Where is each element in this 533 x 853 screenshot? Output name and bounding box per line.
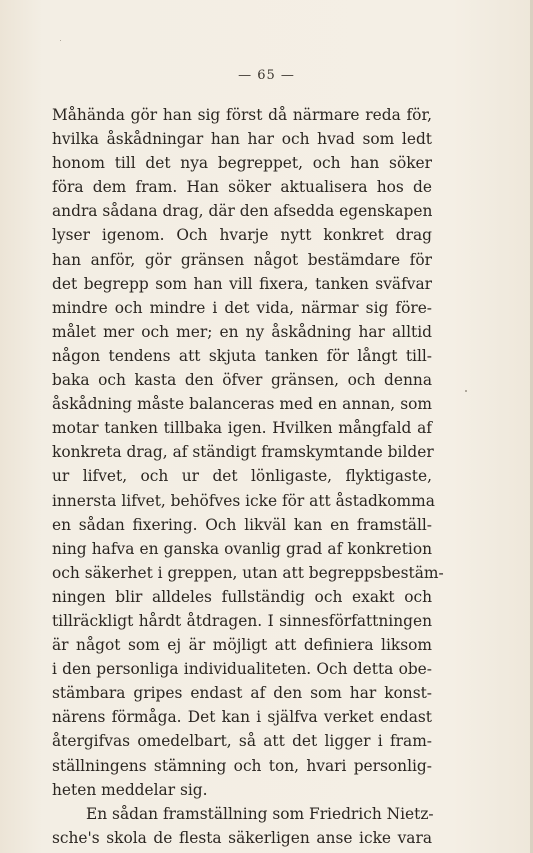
page-number: — 65 — xyxy=(238,68,295,83)
text-line: konkreta drag, af ständigt framskymtande bilder xyxy=(52,443,434,462)
text-line: någon tendens att skjuta tanken för långt till- xyxy=(52,346,432,365)
text-line: ning hafva en ganska ovanlig grad af konkretion xyxy=(52,539,432,558)
text-line: är något som ej är möjligt att definiera liksom xyxy=(52,636,432,655)
text-line: ur lifvet, och ur det lönligaste, flyktigaste, xyxy=(52,467,432,486)
text-line: ställningens stämning och ton, hvari personlig- xyxy=(52,756,432,775)
paragraph-1 xyxy=(52,103,444,802)
text-line: hvilka åskådningar han har och hvad som ledt xyxy=(52,130,432,149)
text-line: tillräckligt hårdt åtdragen. I sinnesförfattningen xyxy=(52,611,432,630)
text-line: det begrepp som han vill fixera, tanken sväfvar xyxy=(52,274,432,293)
body-text xyxy=(52,103,444,850)
text-line: sche's skola de flesta säkerligen anse icke vara xyxy=(52,828,432,847)
paper-speck xyxy=(60,40,61,41)
text-line: föra dem fram. Han söker aktualisera hos de xyxy=(52,178,432,197)
text-line: Måhända gör han sig först då närmare reda för, xyxy=(52,106,432,124)
text-line: han anför, gör gränsen något bestämdare för xyxy=(52,250,432,269)
text-line: stämbara gripes endast af den som har konst- xyxy=(52,684,432,703)
text-line: heten meddelar sig. xyxy=(52,780,208,799)
text-line: honom till det nya begreppet, och han söker xyxy=(52,154,432,173)
text-line: närens förmåga. Det kan i själfva verket endast xyxy=(52,708,432,727)
paragraph-2 xyxy=(52,802,432,850)
text-line: i den personliga individualiteten. Och detta obe- xyxy=(52,660,432,679)
text-line: målet mer och mer; en ny åskådning har alltid xyxy=(52,322,432,341)
paper-speck xyxy=(465,390,467,392)
text-line: åskådning måste balanceras med en annan, som xyxy=(52,395,432,414)
text-line: innersta lifvet, behöfves icke för att åstadkomma xyxy=(52,491,435,510)
text-line: baka och kasta den öfver gränsen, och denna xyxy=(52,371,432,390)
text-line: andra sådana drag, där den afsedda egenskapen xyxy=(52,202,433,221)
text-line: En sådan framställning som Friedrich Nietz- xyxy=(86,804,434,823)
text-line: en sådan fixering. Och likväl kan en framställ- xyxy=(52,515,432,534)
text-line: motar tanken tillbaka igen. Hvilken mångfald af xyxy=(52,419,432,438)
text-line: mindre och mindre i det vida, närmar sig före- xyxy=(52,298,432,317)
text-line: och säkerhet i greppen, utan att begreppsbestäm- xyxy=(52,563,444,582)
text-line: återgifvas omedelbart, så att det ligger i fram- xyxy=(52,732,432,751)
text-line: lyser igenom. Och hvarje nytt konkret drag xyxy=(52,226,432,245)
text-line: ningen blir alldeles fullständig och exakt och xyxy=(52,587,432,606)
